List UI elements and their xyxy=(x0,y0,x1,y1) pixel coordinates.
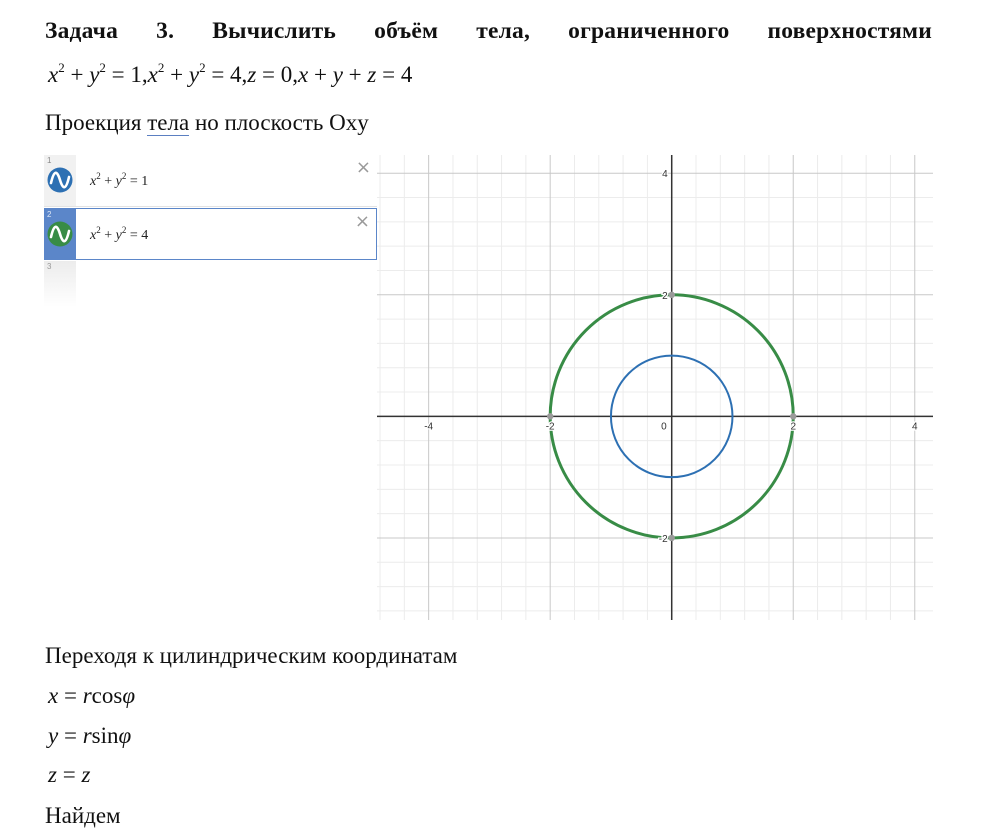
equation-z: z = z xyxy=(48,762,91,787)
tick-label: 4 xyxy=(662,169,668,181)
projection-caption: Проекция тела но плоскость Oxy xyxy=(45,110,369,135)
tick-label: -2 xyxy=(658,533,668,545)
wave-icon[interactable] xyxy=(47,167,73,193)
truncated-next-line: Найдем xyxy=(45,803,121,828)
graph-panel[interactable] xyxy=(377,155,933,620)
expression-gutter xyxy=(44,155,76,206)
expression-number: 2 xyxy=(47,210,52,219)
tick-label: -2 xyxy=(545,421,555,433)
expression-text[interactable]: $x^2 + y^2 = 1$ xyxy=(90,171,149,189)
expression-gutter xyxy=(44,209,76,259)
graph-canvas[interactable] xyxy=(377,155,933,620)
empty-expression-row[interactable] xyxy=(44,261,76,307)
intercept-point xyxy=(790,413,796,419)
equation-y: y = rsinφ xyxy=(48,723,132,748)
spellcheck-underlined-word: тела xyxy=(147,110,190,135)
wave-icon[interactable] xyxy=(47,221,73,247)
tick-label: -4 xyxy=(424,421,434,433)
expression-row-selected[interactable] xyxy=(44,208,377,260)
intercept-point xyxy=(669,292,675,298)
expression-text[interactable]: $x^2 + y^2 = 4$ xyxy=(90,225,149,243)
tick-label: 2 xyxy=(662,290,668,302)
intercept-point xyxy=(669,535,675,541)
expression-number: 3 xyxy=(47,262,52,271)
intercept-point xyxy=(547,413,553,419)
tick-label: 4 xyxy=(911,421,918,433)
tick-label: 0 xyxy=(661,421,667,433)
expression-list xyxy=(44,155,378,620)
problem-heading: Задача 3. Вычислить объём тела, ограниченного поверхностями xyxy=(45,18,932,44)
close-icon[interactable]: × xyxy=(354,211,370,232)
expression-row[interactable] xyxy=(44,155,377,207)
expression-number: 1 xyxy=(47,156,52,165)
cylindrical-intro: Переходя к цилиндрическим координатам xyxy=(45,643,458,668)
tick-label: 2 xyxy=(790,421,797,433)
surfaces-equations: $x^2 + y^2 = 1,x^2 + y^2 = 4,z = 0,x + y + z = 4$ xyxy=(48,60,413,87)
equation-x: x = rcosφ xyxy=(48,683,136,708)
close-icon[interactable]: × xyxy=(355,157,371,178)
